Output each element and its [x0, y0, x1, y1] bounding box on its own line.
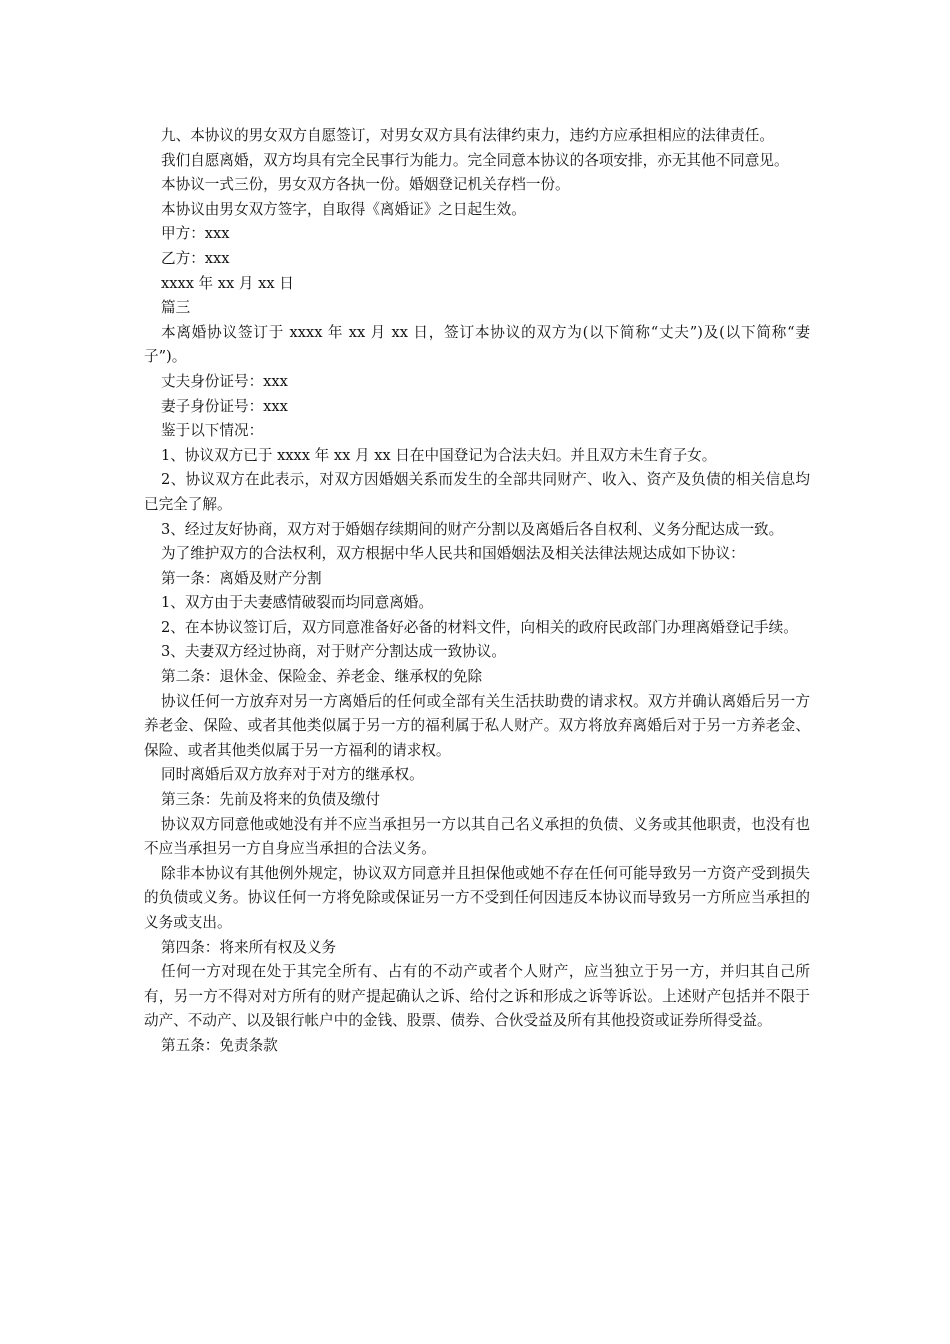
paragraph: 3、夫妻双方经过协商，对于财产分割达成一致协议。: [161, 643, 506, 661]
date-line: xxxx 年 xx 月 xx 日: [161, 274, 294, 292]
paragraph: 1、协议双方已于 xxxx 年 xx 月 xx 日在中国登记为合法夫妇。并且双方未生育子女。: [161, 446, 717, 464]
paragraph: 同时离婚后双方放弃对于对方的继承权。: [161, 766, 424, 784]
article-heading: 第二条：退休金、保险金、养老金、继承权的免除: [161, 668, 483, 686]
wife-id-line: 妻子身份证号：xxx: [161, 397, 288, 415]
husband-id-line: 丈夫身份证号：xxx: [161, 372, 288, 390]
party-b-line: 乙方：xxx: [161, 249, 230, 267]
section-heading: 篇三: [161, 299, 191, 317]
paragraph: 鉴于以下情况：: [161, 422, 264, 440]
paragraph: 1、双方由于夫妻感情破裂而均同意离婚。: [161, 594, 433, 612]
paragraph: 2、在本协议签订后，双方同意准备好必备的材料文件，向相关的政府民政部门办理离婚登记手续。: [161, 618, 798, 636]
article-heading: 第四条：将来所有权及义务: [161, 938, 337, 956]
paragraph: 九、本协议的男女双方自愿签订，对男女双方具有法律约束力，违约方应承担相应的法律责任。: [161, 127, 774, 144]
paragraph: 除非本协议有其他例外规定，协议双方同意并且担保他或她不存在任何可能导致另一方资产受到损失的负债或义务。协议任何一方将免除或保证另一方不受到任何因违反本协议而导致另一方所应当承担的义务或支出。: [144, 864, 810, 931]
paragraph: 协议任何一方放弃对另一方离婚后的任何或全部有关生活扶助费的请求权。双方并确认离婚后另一方养老金、保险、或者其他类似属于另一方的福利属于私人财产。双方将放弃离婚后对于另一方养老金、保险、或者其他类似属于另一方福利的请求权。: [144, 692, 810, 759]
paragraph: 2、协议双方在此表示，对双方因婚姻关系而发生的全部共同财产、收入、资产及负债的相关信息均已完全了解。: [144, 471, 810, 513]
paragraph: 本协议一式三份，男女双方各执一份。婚姻登记机关存档一份。: [161, 176, 570, 194]
paragraph: 我们自愿离婚，双方均具有完全民事行为能力。完全同意本协议的各项安排，亦无其他不同意见。: [161, 151, 789, 169]
article-heading: 第三条：先前及将来的负债及缴付: [161, 791, 380, 809]
paragraph: 本离婚协议签订于 xxxx 年 xx 月 xx 日，签订本协议的双方为(以下简称“丈夫”)及(以下简称“妻子”)。: [144, 323, 810, 366]
article-heading: 第一条：离婚及财产分割: [161, 569, 322, 587]
article-heading: 第五条：免责条款: [161, 1036, 278, 1054]
paragraph: 任何一方对现在处于其完全所有、占有的不动产或者个人财产，应当独立于另一方，并归其自己所有，另一方不得对对方所有的财产提起确认之诉、给付之诉和形成之诉等诉讼。上述财产包括并不限于动产、不动产、以及银行帐户中的金钱、股票、债券、合伙受益及所有其他投资或证券所得受益。: [144, 963, 810, 1030]
paragraph: 为了维护双方的合法权利，双方根据中华人民共和国婚姻法及相关法律法规达成如下协议：: [161, 545, 745, 563]
paragraph: 协议双方同意他或她没有并不应当承担另一方以其自己名义承担的负债、义务或其他职责，也没有也不应当承担另一方自身应当承担的合法义务。: [144, 815, 810, 858]
paragraph: 本协议由男女双方签字，自取得《离婚证》之日起生效。: [161, 200, 526, 218]
document-body: [144, 124, 810, 1059]
paragraph: 3、经过友好协商，双方对于婚姻存续期间的财产分割以及离婚后各自权利、义务分配达成一致。: [161, 520, 784, 538]
party-a-line: 甲方：xxx: [161, 225, 230, 243]
